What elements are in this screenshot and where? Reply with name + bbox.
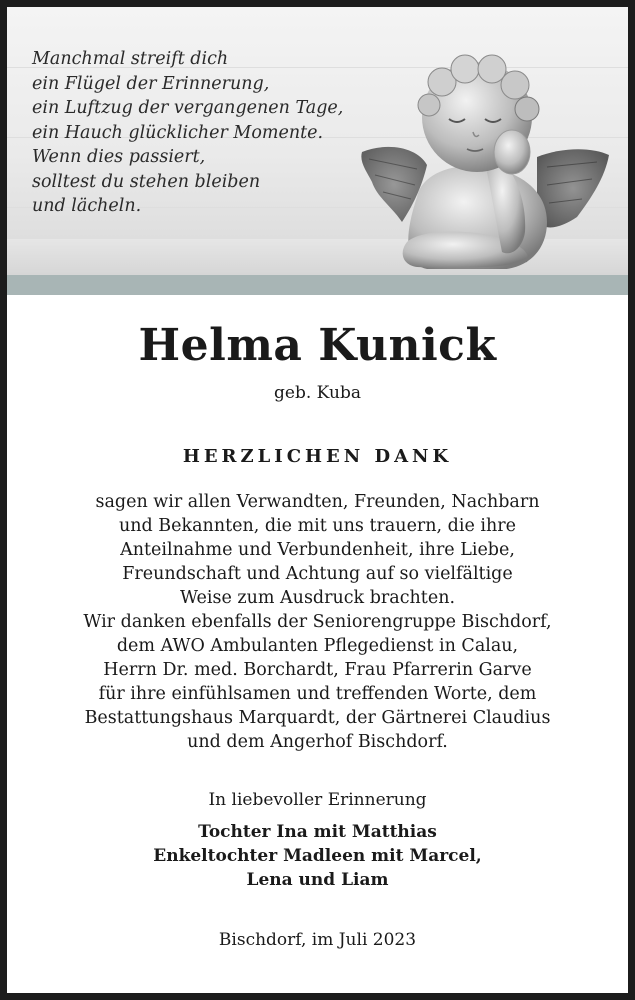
message-line: Freundschaft und Achtung auf so vielfältige [122,564,513,584]
birth-name: geb. Kuba [274,383,361,403]
poem-line: ein Hauch glücklicher Momente. [32,122,324,143]
message-line: und Bekannten, die mit uns trauern, die ihre [118,516,516,536]
obituary-content [7,295,628,952]
poem [32,47,343,219]
angel-figurine-image [347,47,627,275]
message-line: für ihre einfühlsamen und treffenden Worte, dem [98,684,537,704]
poem-line: ein Flügel der Erinnerung, [32,73,270,94]
header-image-banner [7,7,628,275]
poem-line: und lächeln. [32,196,142,216]
message-line: dem AWO Ambulanten Pflegedienst in Calau, [116,636,519,656]
thanks-heading: HERZLICHEN DANK [182,446,453,467]
message-line: Herrn Dr. med. Borchardt, Frau Pfarrerin Garve [103,660,532,680]
message-line: Anteilnahme und Verbundenheit, ihre Liebe, [120,540,515,560]
poem-line: ein Luftzug der vergangenen Tage, [32,98,344,118]
family-signature [7,820,628,892]
message-line: Wir danken ebenfalls der Seniorengruppe Bischdorf, [83,612,552,632]
poem-line: solltest du stehen bleiben [32,171,261,192]
poem-line: Wenn dies passiert, [32,147,206,167]
message-line: Weise zum Ausdruck brachten. [179,588,456,608]
divider-band [7,275,628,295]
message-line: sagen wir allen Verwandten, Freunden, Nachbarn [95,492,540,512]
deceased-name: Helma Kunick [138,320,497,371]
message-line: Bestattungshaus Marquardt, der Gärtnerei Claudius [84,708,551,728]
memory-line: In liebevoller Erinnerung [208,790,427,810]
thanks-message [7,490,628,754]
family-line: Lena und Liam [246,870,389,890]
message-line: und dem Angerhof Bischdorf. [187,732,448,752]
poem-line: Manchmal streift dich [32,49,229,69]
place-date: Bischdorf, im Juli 2023 [218,930,417,950]
family-line: Tochter Ina mit Matthias [198,822,437,842]
family-line: Enkeltochter Madleen mit Marcel, [153,846,482,866]
